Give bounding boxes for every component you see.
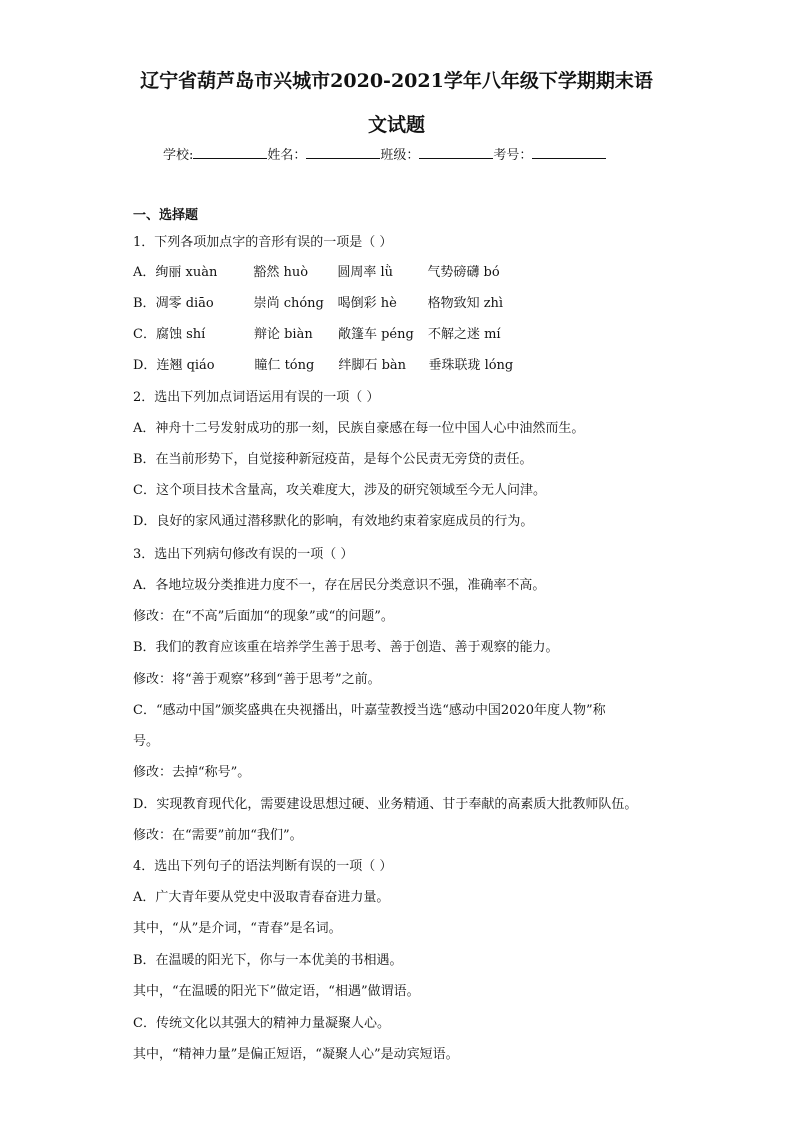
- q3-line: 修改：将“善于观察”移到“善于思考”之前。: [133, 672, 381, 687]
- q1-option-item: 崇尚 chóng: [253, 296, 324, 311]
- q2-stem: 2．选出下列加点词语运用有误的一项（ ）: [133, 390, 380, 405]
- q1-option-item: 格物致知 zhì: [427, 296, 504, 311]
- q1-option-item: 垂珠联珑 lóng: [428, 358, 514, 373]
- q3-line: 号。: [133, 734, 160, 749]
- name-blank: [306, 146, 380, 159]
- q2-option: C．这个项目技术含量高，攻关难度大，涉及的研究领域至今无人问津。: [133, 483, 546, 498]
- q1-option-a: [133, 265, 500, 281]
- q1-option-item: 凋零 diāo: [155, 296, 214, 311]
- q1-option-item: 绊脚石 bàn: [338, 358, 407, 373]
- school-label: 学校:: [163, 148, 194, 163]
- q4-line: A．广大青年要从党史中汲取青春奋进力量。: [133, 890, 390, 905]
- q1-option-item: 腐蚀 shí: [155, 327, 206, 342]
- q2-option: B．在当前形势下，自觉接种新冠疫苗，是每个公民责无旁贷的责任。: [133, 452, 533, 467]
- q3-line: A．各地垃圾分类推进力度不一，存在居民分类意识不强，准确率不高。: [133, 578, 546, 593]
- q1-option-item: 不解之迷 mí: [427, 327, 501, 342]
- student-info-fields: [163, 146, 606, 164]
- q3-line: 修改：在“不高”后面加“的现象”或“的问题”。: [133, 609, 394, 624]
- q2-option: A．神舟十二号发射成功的那一刻，民族自豪感在每一位中国人心中油然而生。: [133, 421, 585, 436]
- q1-stem: 1．下列各项加点字的音形有误的一项是（ ）: [133, 235, 393, 250]
- q1-option-item: 喝倒彩 hè: [337, 296, 397, 311]
- q3-line: 修改：去掉“称号”。: [133, 765, 251, 780]
- q3-line: B．我们的教育应该重在培养学生善于思考、善于创造、善于观察的能力。: [133, 640, 559, 655]
- q4-line: 其中，“从”是介词，“青春”是名词。: [133, 921, 342, 936]
- section-heading: 一、选择题: [133, 208, 199, 223]
- q1-option-letter: D．: [133, 358, 157, 373]
- q1-option-item: 连翘 qiáo: [156, 358, 215, 373]
- q3-line: C．“感动中国”颁奖盛典在央视播出，叶嘉莹教授当选“感动中国2020年度人物”称: [133, 703, 606, 718]
- q1-option-c: [133, 327, 501, 343]
- q1-option-item: 圆周率 lǜ: [337, 265, 394, 280]
- q1-option-item: 敞篷车 péng: [337, 327, 414, 342]
- q4-stem: 4．选出下列句子的语法判断有误的一项（ ）: [133, 859, 393, 874]
- q1-option-item: 绚丽 xuàn: [155, 265, 218, 280]
- name-label: 姓名：: [267, 148, 307, 163]
- q3-stem: 3．选出下列病句修改有误的一项（ ）: [133, 547, 354, 562]
- q1-option-letter: A．: [133, 265, 156, 280]
- class-blank: [419, 146, 493, 159]
- school-blank: [193, 146, 267, 159]
- number-blank: [532, 146, 606, 159]
- q1-option-item: 气势磅礴 bó: [427, 265, 500, 280]
- q1-option-item: 辩论 biàn: [253, 327, 313, 342]
- q4-line: 其中，“在温暖的阳光下”做定语，“相遇”做谓语。: [133, 984, 420, 999]
- q1-option-item: 豁然 huò: [253, 265, 309, 280]
- q3-line: 修改：在“需要”前加“我们”。: [133, 828, 303, 843]
- q1-option-letter: C．: [133, 327, 156, 342]
- q2-option: D．良好的家风通过潜移默化的影响，有效地约束着家庭成员的行为。: [133, 514, 534, 529]
- q1-option-item: 瞳仁 tóng: [254, 358, 315, 373]
- q3-line: D．实现教育现代化，需要建设思想过硬、业务精通、甘于奉献的高素质大批教师队伍。: [133, 797, 638, 812]
- class-label: 班级：: [380, 148, 420, 163]
- exam-title-line1: 辽宁省葫芦岛市兴城市2020-2021学年八年级下学期期末语: [140, 70, 653, 92]
- number-label: 考号：: [493, 148, 533, 163]
- q4-line: 其中，“精神力量”是偏正短语，“凝聚人心”是动宾短语。: [133, 1047, 459, 1062]
- q4-line: C．传统文化以其强大的精神力量凝聚人心。: [133, 1016, 390, 1031]
- q1-option-d: [133, 358, 513, 374]
- exam-title-line2: 文试题: [367, 114, 425, 136]
- q4-line: B．在温暖的阳光下，你与一本优美的书相遇。: [133, 953, 403, 968]
- q1-option-b: [133, 296, 503, 312]
- q1-option-letter: B．: [133, 296, 156, 311]
